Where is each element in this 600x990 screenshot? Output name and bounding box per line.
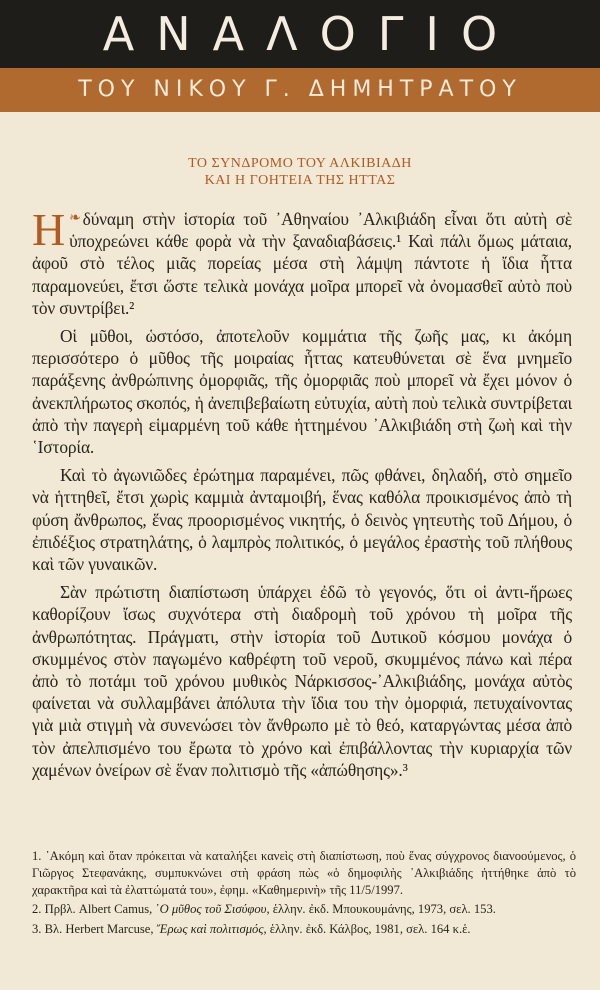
paragraph-1-text: δύναμη στὴν ἱστορία τοῦ ᾽Αθηναίου ᾽Αλκιβιάδη εἶναι ὅτι αὐτὴ σὲ ὑποχρεώνει κάθε φορὰ νὰ τὴν ξαναδιαβάσεις.¹ Καὶ πάλι ὅμως μάταια, ἀφοῦ στὸ τέλος μιᾶς πορείας μέσα στὴ λάμψη πάντοτε ἡ ἴδια ἧττα παραμονεύει, ἔτσι ὥστε τελικὰ μονάχα μοῖρα μπορεῖ νὰ ὀνομασθεῖ αὐτὸ ποὺ τὸν συντρίβει.² [32,209,572,318]
paragraph-3: Καὶ τὸ ἀγωνιῶδες ἐρώτημα παραμένει, πῶς φθάνει, δηλαδή, στὸ σημεῖο νὰ ἡττηθεῖ, ἔτσι χωρὶς καμμιὰ ἀνταμοιβή, ἕνας καθόλα προικισμένος ἀπὸ τὴ φύση ἄνθρωπος, ἕνας προορισμένος νικητής, ὁ δεινὸς γητευτὴς τοῦ Δήμου, ὁ ἐπιδέξιος στρατηλάτης, ὁ λαμπρὸς πολιτικός, ὁ μεγάλος ἐραστὴς τοῦ πλήθους καὶ τῶν γυναικῶν. [32,465,572,575]
footnote-3-suffix: , ἑλλην. ἐκδ. Κάλβος, 1981, σελ. 164 κ.ἑ. [263,922,471,937]
footnote-2-work: ῾Ο μῦθος τοῦ Σισύφου [155,902,267,917]
footnote-2-prefix: 2. Πρβλ. Albert Camus, [32,902,156,917]
leaf-ornament-icon: ❧ [69,211,81,226]
article-title [0,155,600,189]
footnote-1: 1. ᾽Ακόμη καὶ ὅταν πρόκειται νὰ καταλήξει κανεὶς στὴ διαπίστωση, ποὺ ἕνας σύγχρονος διανοούμενος, ὁ Γιῶργος Στεφανάκης, συμπυκνώνει στὴ φράση πὼς «ὁ δημοφιλὴς ᾽Αλκιβιάδης ἡττήθηκε ἀπὸ τὸ χαρακτῆρα καὶ τὰ ἐλαττώματά του», ἐφημ. «Καθημερινὴ» τῆς 11/5/1997. [32,849,576,897]
paragraph-4: Σὰν πρώτιστη διαπίστωση ὑπάρχει ἐδῶ τὸ γεγονός, ὅτι οἱ ἀντι-ἥρωες καθορίζουν ἴσως συχνότερα στὴ διαδρομὴ τοῦ χρόνου τὴ μοῖρα τῆς ἀνθρωπότητας. Πράγματι, στὴν ἱστορία τοῦ Δυτικοῦ κόσμου μονάχα ὁ σκυμμένος στὸν παγωμένο καθρέφτη τοῦ νεροῦ, σκυμμένος πάνω καὶ πέρα ἀπὸ τὸ ποτάμι τοῦ χρόνου μυθικὸς Νάρκισσος-᾽Αλκιβιάδης, μονάχα αὐτὸς φαίνεται νὰ συλλαμβάνει ἀπόλυτα τὴν ἴδια του τὴν ὀμορφιά, πετυχαίνοντας γιὰ μιὰ στιγμὴ νὰ συνενώσει τὸν ἄνθρωπο μὲ τὸ θεό, καταργώντας μέσα ἀπὸ τὸν ἀπελπισμένο του ἔρωτα τὸ χρόνο καὶ ἐπιβάλλοντας τὴν κυριαρχία τῶν χαμένων ὀνείρων σὲ ἕναν πολιτισμὸ τῆς «ἀπώθησης».³ [32,582,572,780]
byline-band [0,68,600,112]
paragraph-1 [32,204,572,319]
footnote-3 [32,921,576,938]
footnote-3-work: Ἔρως καὶ πολιτισμός [156,922,264,937]
footnote-2 [32,901,576,918]
drop-cap: Η [32,204,66,255]
column-title: ΑΝΑΛΟΓΙΟ [102,7,520,61]
byline: ΤΟΥ ΝΙΚΟΥ Γ. ΔΗΜΗΤΡΑΤΟΥ [78,77,522,102]
paragraph-2: Οἱ μῦθοι, ὡστόσο, ἀποτελοῦν κομμάτια τῆς ζωῆς μας, κι ἀκόμη περισσότερο ὁ μῦθος τῆς μοιραίας ἧττας κατευθύνεται σὲ ἕνα μνημεῖο παράξενης ἀνθρώπινης ὀμορφιᾶς, τῆς ὀμορφιᾶς ποὺ μπορεῖ νὰ ἔχει μόνον ὁ ἀνεκπλήρωτος σκοπός, ἡ ἀνεπιβεβαίωτη εὐτυχία, αὐτὴ ποὺ τελικὰ συντρίβεται ἀπὸ τὴν παγερὴ εἱμαρμένη τοῦ κάθε ἡττημένου ᾽Αλκιβιάδη στὴ ζωὴ καὶ τὴν ῾Ιστορία. [32,326,572,458]
article-title-line-1: ΤΟ ΣΥΝΔΡΟΜΟ ΤΟΥ ΑΛΚΙΒΙΑΔΗ [188,156,412,171]
footnote-3-prefix: 3. Βλ. Herbert Marcuse, [32,922,157,937]
article-body [32,204,572,787]
footnote-2-suffix: , ἑλλην. ἐκδ. Μπουκουμάνης, 1973, σελ. 153. [266,902,496,917]
footnotes [32,848,576,941]
masthead [0,0,600,68]
article-title-line-2: ΚΑΙ Η ΓΟΗΤΕΙΑ ΤΗΣ ΗΤΤΑΣ [204,173,396,188]
